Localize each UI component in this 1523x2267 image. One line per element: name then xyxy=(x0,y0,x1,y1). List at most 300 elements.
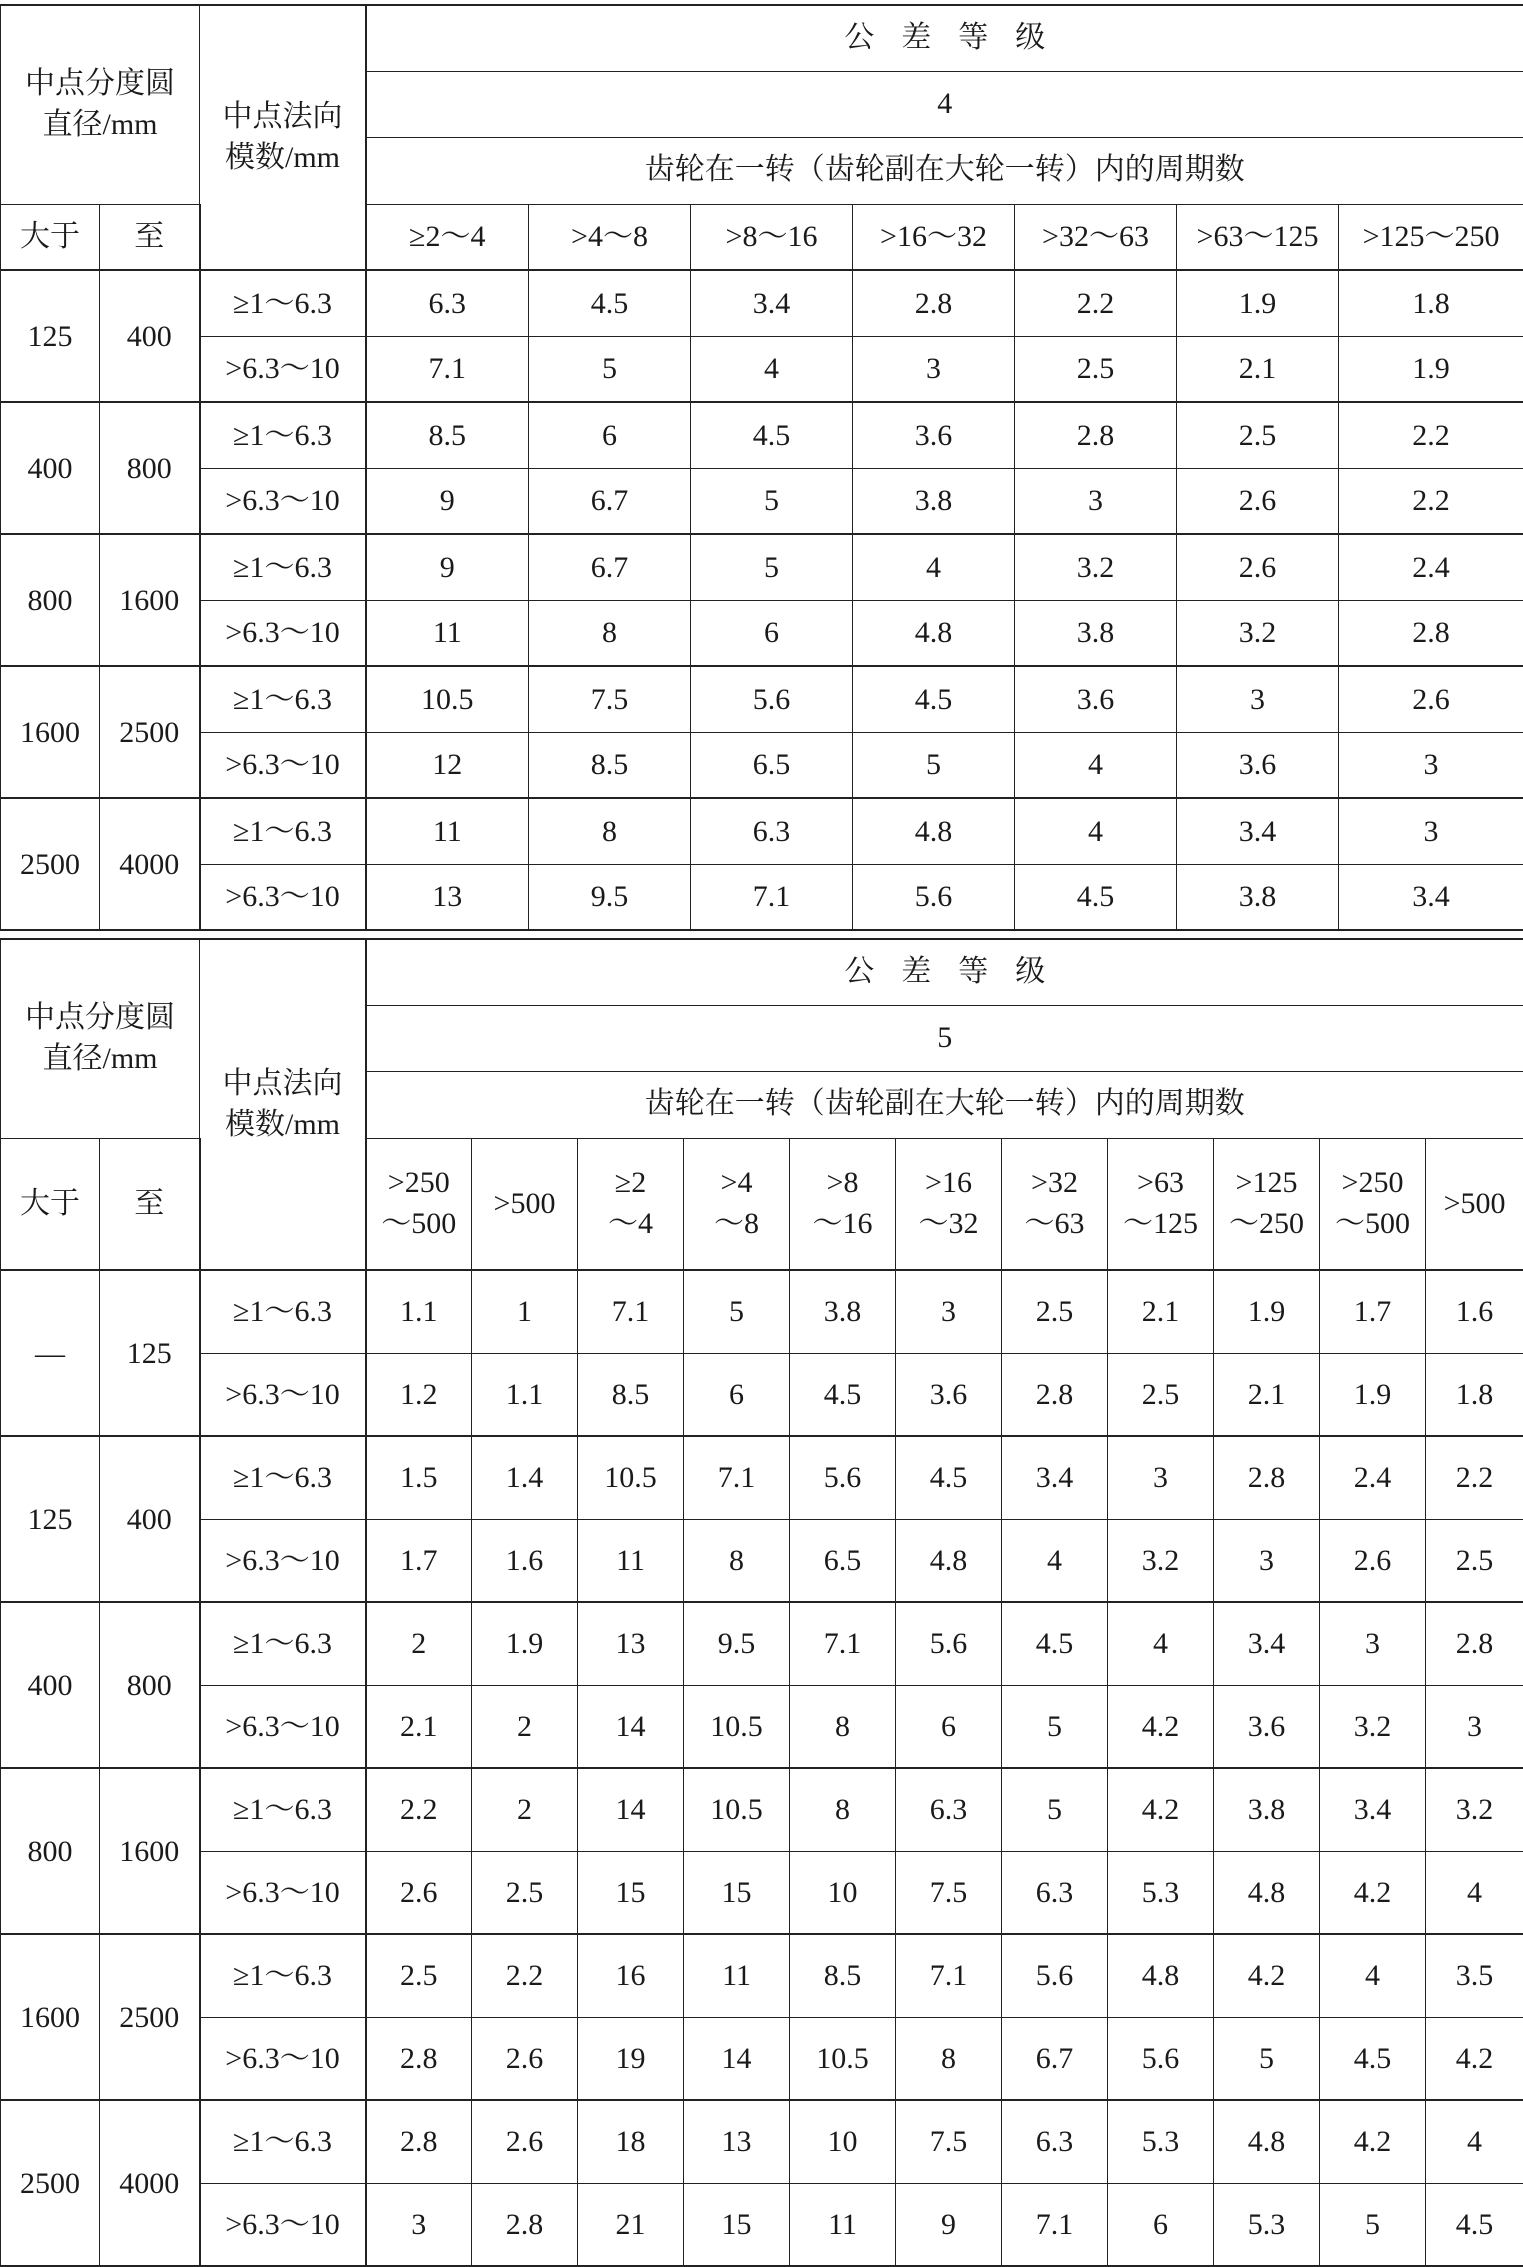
value-cell: 4.8 xyxy=(896,1519,1002,1602)
value-cell: 13 xyxy=(684,2100,790,2183)
table-row xyxy=(1,798,1523,864)
value-cell: 6.3 xyxy=(366,270,529,336)
value-cell: 21 xyxy=(578,2183,684,2266)
value-cell: 4.8 xyxy=(1108,1934,1214,2017)
value-cell: 2.1 xyxy=(1177,336,1339,402)
value-cell: 4.5 xyxy=(691,402,853,468)
value-cell: 2.5 xyxy=(1426,1519,1523,1602)
value-cell: 4 xyxy=(691,336,853,402)
value-cell: 4.5 xyxy=(529,270,691,336)
module-header: 中点法向模数/mm xyxy=(200,939,366,1270)
value-cell: 3.8 xyxy=(1214,1768,1320,1851)
table-row xyxy=(1,864,1523,930)
value-cell: 3 xyxy=(1177,666,1339,732)
value-cell: 13 xyxy=(366,864,529,930)
diameter-to-cell: 4000 xyxy=(100,2100,200,2266)
value-cell: 4 xyxy=(1320,1934,1426,2017)
value-cell: 2.8 xyxy=(1015,402,1177,468)
value-cell: 3.4 xyxy=(691,270,853,336)
value-cell: 4 xyxy=(1015,732,1177,798)
value-cell: 6.7 xyxy=(529,468,691,534)
value-cell: 8 xyxy=(790,1685,896,1768)
to-header: 至 xyxy=(100,204,200,270)
tolerance-grade-header: 公差等级 xyxy=(366,939,1523,1005)
diameter-to-cell: 2500 xyxy=(100,1934,200,2100)
value-cell: 7.1 xyxy=(896,1934,1002,2017)
module-cell: ≥1～6.3 xyxy=(200,798,366,864)
value-cell: 14 xyxy=(578,1685,684,1768)
cycle-range-header: >63 ～125 xyxy=(1108,1138,1214,1270)
value-cell: 5 xyxy=(691,468,853,534)
value-cell: 6.7 xyxy=(529,534,691,600)
value-cell: 5.3 xyxy=(1108,2100,1214,2183)
value-cell: 8 xyxy=(529,798,691,864)
value-cell: 6.3 xyxy=(691,798,853,864)
value-cell: 1.4 xyxy=(472,1436,578,1519)
value-cell: 3.2 xyxy=(1320,1685,1426,1768)
module-cell: >6.3～10 xyxy=(200,864,366,930)
value-cell: 1.9 xyxy=(1177,270,1339,336)
table-row xyxy=(1,1519,1523,1602)
value-cell: 4.5 xyxy=(790,1353,896,1436)
value-cell: 9 xyxy=(366,534,529,600)
value-cell: 9 xyxy=(896,2183,1002,2266)
value-cell: 3 xyxy=(853,336,1015,402)
value-cell: 2.5 xyxy=(1002,1270,1108,1353)
module-cell: >6.3～10 xyxy=(200,1353,366,1436)
value-cell: 1.7 xyxy=(366,1519,472,1602)
diameter-over-cell: 800 xyxy=(1,1768,100,1934)
module-cell: ≥1～6.3 xyxy=(200,666,366,732)
value-cell: 11 xyxy=(790,2183,896,2266)
value-cell: 1.5 xyxy=(366,1436,472,1519)
module-cell: ≥1～6.3 xyxy=(200,1934,366,2017)
value-cell: 4.2 xyxy=(1320,1851,1426,1934)
value-cell: 2.5 xyxy=(472,1851,578,1934)
value-cell: 7.5 xyxy=(529,666,691,732)
value-cell: 1.6 xyxy=(1426,1270,1523,1353)
cycle-range-header: >8～16 xyxy=(691,204,853,270)
table-row xyxy=(1,402,1523,468)
table-row xyxy=(1,600,1523,666)
value-cell: 4.8 xyxy=(853,798,1015,864)
diameter-to-cell: 2500 xyxy=(100,666,200,798)
value-cell: 5.6 xyxy=(853,864,1015,930)
value-cell: 4.5 xyxy=(1015,864,1177,930)
value-cell: 5 xyxy=(1214,2017,1320,2100)
value-cell: 3.6 xyxy=(1015,666,1177,732)
module-cell: >6.3～10 xyxy=(200,1685,366,1768)
value-cell: 7.5 xyxy=(896,2100,1002,2183)
diameter-over-cell: 400 xyxy=(1,1602,100,1768)
value-cell: 3.6 xyxy=(1214,1685,1320,1768)
value-cell: 11 xyxy=(366,798,529,864)
cycle-range-header: >250 ～500 xyxy=(366,1138,472,1270)
value-cell: 6 xyxy=(529,402,691,468)
value-cell: 3.4 xyxy=(1339,864,1523,930)
diameter-over-cell: 2500 xyxy=(1,2100,100,2266)
value-cell: 2.8 xyxy=(853,270,1015,336)
module-cell: ≥1～6.3 xyxy=(200,402,366,468)
value-cell: 2.5 xyxy=(1108,1353,1214,1436)
value-cell: 6.5 xyxy=(691,732,853,798)
value-cell: 6.3 xyxy=(896,1768,1002,1851)
module-cell: ≥1～6.3 xyxy=(200,1768,366,1851)
value-cell: 3.4 xyxy=(1320,1768,1426,1851)
value-cell: 15 xyxy=(684,1851,790,1934)
table-row xyxy=(1,1602,1523,1685)
value-cell: 2.2 xyxy=(1339,402,1523,468)
table-row xyxy=(1,336,1523,402)
module-cell: ≥1～6.3 xyxy=(200,1270,366,1353)
table-row xyxy=(1,666,1523,732)
value-cell: 2.8 xyxy=(366,2017,472,2100)
value-cell: 3.8 xyxy=(853,468,1015,534)
value-cell: 14 xyxy=(684,2017,790,2100)
cycle-range-header: >250 ～500 xyxy=(1320,1138,1426,1270)
diameter-over-cell: — xyxy=(1,1270,100,1436)
module-cell: >6.3～10 xyxy=(200,1519,366,1602)
table-row xyxy=(1,2100,1523,2183)
value-cell: 1.8 xyxy=(1339,270,1523,336)
value-cell: 11 xyxy=(366,600,529,666)
value-cell: 3.4 xyxy=(1214,1602,1320,1685)
value-cell: 4 xyxy=(1108,1602,1214,1685)
value-cell: 5 xyxy=(1002,1685,1108,1768)
value-cell: 5 xyxy=(853,732,1015,798)
value-cell: 10 xyxy=(790,2100,896,2183)
value-cell: 15 xyxy=(684,2183,790,2266)
value-cell: 3.6 xyxy=(896,1353,1002,1436)
value-cell: 2 xyxy=(366,1602,472,1685)
value-cell: 16 xyxy=(578,1934,684,2017)
value-cell: 9.5 xyxy=(529,864,691,930)
table-row xyxy=(1,1353,1523,1436)
value-cell: 9 xyxy=(366,468,529,534)
value-cell: 10.5 xyxy=(684,1768,790,1851)
value-cell: 7.1 xyxy=(684,1436,790,1519)
value-cell: 19 xyxy=(578,2017,684,2100)
value-cell: 2.2 xyxy=(1339,468,1523,534)
value-cell: 4.5 xyxy=(896,1436,1002,1519)
value-cell: 3.2 xyxy=(1108,1519,1214,1602)
value-cell: 10.5 xyxy=(790,2017,896,2100)
value-cell: 2.4 xyxy=(1320,1436,1426,1519)
value-cell: 8 xyxy=(896,2017,1002,2100)
value-cell: 4 xyxy=(1426,2100,1523,2183)
value-cell: 1.7 xyxy=(1320,1270,1426,1353)
value-cell: 1 xyxy=(472,1270,578,1353)
grade-value: 4 xyxy=(366,71,1523,137)
value-cell: 5 xyxy=(691,534,853,600)
table-row xyxy=(1,270,1523,336)
cycle-range-header: >63～125 xyxy=(1177,204,1339,270)
value-cell: 1.6 xyxy=(472,1519,578,1602)
value-cell: 7.1 xyxy=(578,1270,684,1353)
table-row xyxy=(1,1270,1523,1353)
module-cell: ≥1～6.3 xyxy=(200,534,366,600)
cycle-range-header: >500 xyxy=(472,1138,578,1270)
table-row xyxy=(1,2183,1523,2266)
value-cell: 4.2 xyxy=(1214,1934,1320,2017)
value-cell: 2.2 xyxy=(472,1934,578,2017)
value-cell: 2.6 xyxy=(1320,1519,1426,1602)
value-cell: 3 xyxy=(1339,798,1523,864)
value-cell: 6 xyxy=(1108,2183,1214,2266)
value-cell: 2.1 xyxy=(1214,1353,1320,1436)
value-cell: 6.3 xyxy=(1002,2100,1108,2183)
cycle-range-header: >16～32 xyxy=(853,204,1015,270)
value-cell: 2.8 xyxy=(1426,1602,1523,1685)
table-row xyxy=(1,732,1523,798)
module-cell: ≥1～6.3 xyxy=(200,270,366,336)
value-cell: 8 xyxy=(684,1519,790,1602)
table-row xyxy=(1,468,1523,534)
diameter-to-cell: 4000 xyxy=(100,798,200,930)
value-cell: 2.5 xyxy=(1177,402,1339,468)
value-cell: 15 xyxy=(578,1851,684,1934)
value-cell: 1.9 xyxy=(1214,1270,1320,1353)
value-cell: 2.6 xyxy=(472,2017,578,2100)
tolerance-table-grade-5 xyxy=(0,938,1523,2267)
value-cell: 6.3 xyxy=(1002,1851,1108,1934)
value-cell: 4 xyxy=(1426,1851,1523,1934)
value-cell: 3 xyxy=(366,2183,472,2266)
value-cell: 3.2 xyxy=(1426,1768,1523,1851)
value-cell: 4.8 xyxy=(1214,2100,1320,2183)
value-cell: 3.2 xyxy=(1177,600,1339,666)
value-cell: 10 xyxy=(790,1851,896,1934)
module-cell: >6.3～10 xyxy=(200,600,366,666)
value-cell: 2.8 xyxy=(1214,1436,1320,1519)
value-cell: 2 xyxy=(472,1685,578,1768)
module-cell: ≥1～6.3 xyxy=(200,1436,366,1519)
table-row xyxy=(1,1685,1523,1768)
value-cell: 2.2 xyxy=(1426,1436,1523,1519)
value-cell: 2.6 xyxy=(1177,468,1339,534)
value-cell: 5 xyxy=(684,1270,790,1353)
diameter-over-cell: 1600 xyxy=(1,1934,100,2100)
value-cell: 2.8 xyxy=(1339,600,1523,666)
value-cell: 3.4 xyxy=(1177,798,1339,864)
value-cell: 4.2 xyxy=(1426,2017,1523,2100)
value-cell: 4.2 xyxy=(1108,1685,1214,1768)
value-cell: 13 xyxy=(578,1602,684,1685)
cycles-header: 齿轮在一转（齿轮副在大轮一转）内的周期数 xyxy=(366,137,1523,204)
over-header: 大于 xyxy=(1,204,100,270)
value-cell: 4.2 xyxy=(1108,1768,1214,1851)
to-header: 至 xyxy=(100,1138,200,1270)
table-row xyxy=(1,1934,1523,2017)
diameter-over-cell: 1600 xyxy=(1,666,100,798)
diameter-to-cell: 800 xyxy=(100,1602,200,1768)
value-cell: 9.5 xyxy=(684,1602,790,1685)
table-row xyxy=(1,1436,1523,1519)
value-cell: 3 xyxy=(1339,732,1523,798)
table-row xyxy=(1,534,1523,600)
value-cell: 1.2 xyxy=(366,1353,472,1436)
cycle-range-header: >125～250 xyxy=(1339,204,1523,270)
value-cell: 5 xyxy=(1002,1768,1108,1851)
value-cell: 3.2 xyxy=(1015,534,1177,600)
value-cell: 6.5 xyxy=(790,1519,896,1602)
value-cell: 1.1 xyxy=(366,1270,472,1353)
value-cell: 2.5 xyxy=(1015,336,1177,402)
value-cell: 2.2 xyxy=(1015,270,1177,336)
over-header: 大于 xyxy=(1,1138,100,1270)
value-cell: 7.1 xyxy=(1002,2183,1108,2266)
value-cell: 8 xyxy=(790,1768,896,1851)
value-cell: 6 xyxy=(684,1353,790,1436)
value-cell: 3.8 xyxy=(1177,864,1339,930)
value-cell: 3.4 xyxy=(1002,1436,1108,1519)
value-cell: 3.8 xyxy=(1015,600,1177,666)
value-cell: 1.9 xyxy=(1339,336,1523,402)
value-cell: 4.8 xyxy=(853,600,1015,666)
diameter-to-cell: 1600 xyxy=(100,534,200,666)
module-cell: >6.3～10 xyxy=(200,2017,366,2100)
value-cell: 5.6 xyxy=(790,1436,896,1519)
value-cell: 4.5 xyxy=(1426,2183,1523,2266)
value-cell: 3 xyxy=(1108,1436,1214,1519)
value-cell: 4.5 xyxy=(853,666,1015,732)
value-cell: 1.9 xyxy=(1320,1353,1426,1436)
cycle-range-header: >32 ～63 xyxy=(1002,1138,1108,1270)
value-cell: 8.5 xyxy=(366,402,529,468)
value-cell: 10.5 xyxy=(366,666,529,732)
value-cell: 6.7 xyxy=(1002,2017,1108,2100)
diameter-to-cell: 400 xyxy=(100,1436,200,1602)
value-cell: 8.5 xyxy=(529,732,691,798)
grade-value: 5 xyxy=(366,1005,1523,1071)
diameter-over-cell: 2500 xyxy=(1,798,100,930)
diameter-to-cell: 400 xyxy=(100,270,200,402)
value-cell: 4 xyxy=(1002,1519,1108,1602)
value-cell: 3 xyxy=(1214,1519,1320,1602)
value-cell: 1.1 xyxy=(472,1353,578,1436)
value-cell: 4.2 xyxy=(1320,2100,1426,2183)
value-cell: 3 xyxy=(1320,1602,1426,1685)
diameter-to-cell: 800 xyxy=(100,402,200,534)
value-cell: 4.5 xyxy=(1002,1602,1108,1685)
value-cell: 6 xyxy=(691,600,853,666)
value-cell: 2.4 xyxy=(1339,534,1523,600)
value-cell: 4.5 xyxy=(1320,2017,1426,2100)
value-cell: 6 xyxy=(896,1685,1002,1768)
value-cell: 18 xyxy=(578,2100,684,2183)
value-cell: 3 xyxy=(1015,468,1177,534)
value-cell: 3 xyxy=(896,1270,1002,1353)
cycle-range-header: >16 ～32 xyxy=(896,1138,1002,1270)
module-cell: >6.3～10 xyxy=(200,336,366,402)
cycle-range-header: ≥2 ～4 xyxy=(578,1138,684,1270)
module-cell: ≥1～6.3 xyxy=(200,1602,366,1685)
value-cell: 4.8 xyxy=(1214,1851,1320,1934)
value-cell: 1.8 xyxy=(1426,1353,1523,1436)
value-cell: 12 xyxy=(366,732,529,798)
diameter-over-cell: 125 xyxy=(1,270,100,402)
value-cell: 14 xyxy=(578,1768,684,1851)
value-cell: 5 xyxy=(1320,2183,1426,2266)
value-cell: 2 xyxy=(472,1768,578,1851)
value-cell: 1.9 xyxy=(472,1602,578,1685)
value-cell: 3.6 xyxy=(853,402,1015,468)
cycle-range-header: >4 ～8 xyxy=(684,1138,790,1270)
cycle-range-header: >8 ～16 xyxy=(790,1138,896,1270)
diameter-header: 中点分度圆直径/mm xyxy=(1,5,200,204)
value-cell: 3.6 xyxy=(1177,732,1339,798)
value-cell: 2.6 xyxy=(1339,666,1523,732)
diameter-over-cell: 125 xyxy=(1,1436,100,1602)
value-cell: 5.3 xyxy=(1214,2183,1320,2266)
value-cell: 5.6 xyxy=(896,1602,1002,1685)
value-cell: 5.6 xyxy=(691,666,853,732)
table-row xyxy=(1,2017,1523,2100)
value-cell: 2.6 xyxy=(1177,534,1339,600)
value-cell: 3 xyxy=(1426,1685,1523,1768)
diameter-to-cell: 1600 xyxy=(100,1768,200,1934)
table-row xyxy=(1,1768,1523,1851)
value-cell: 10.5 xyxy=(684,1685,790,1768)
diameter-to-cell: 125 xyxy=(100,1270,200,1436)
diameter-header: 中点分度圆直径/mm xyxy=(1,939,200,1138)
value-cell: 3.5 xyxy=(1426,1934,1523,2017)
module-cell: >6.3～10 xyxy=(200,2183,366,2266)
module-cell: >6.3～10 xyxy=(200,732,366,798)
value-cell: 11 xyxy=(578,1519,684,1602)
table-row xyxy=(1,1851,1523,1934)
value-cell: 4 xyxy=(1015,798,1177,864)
value-cell: 3.8 xyxy=(790,1270,896,1353)
cycles-header: 齿轮在一转（齿轮副在大轮一转）内的周期数 xyxy=(366,1071,1523,1138)
value-cell: 2.8 xyxy=(472,2183,578,2266)
value-cell: 7.1 xyxy=(790,1602,896,1685)
diameter-over-cell: 800 xyxy=(1,534,100,666)
cycle-range-header: >32～63 xyxy=(1015,204,1177,270)
value-cell: 7.1 xyxy=(691,864,853,930)
value-cell: 7.1 xyxy=(366,336,529,402)
value-cell: 7.5 xyxy=(896,1851,1002,1934)
value-cell: 11 xyxy=(684,1934,790,2017)
value-cell: 2.6 xyxy=(472,2100,578,2183)
cycle-range-header: >125 ～250 xyxy=(1214,1138,1320,1270)
cycle-range-header: >500 xyxy=(1426,1138,1523,1270)
diameter-over-cell: 400 xyxy=(1,402,100,534)
cycle-range-header: >4～8 xyxy=(529,204,691,270)
value-cell: 2.8 xyxy=(1002,1353,1108,1436)
cycle-range-header: ≥2～4 xyxy=(366,204,529,270)
value-cell: 2.1 xyxy=(1108,1270,1214,1353)
module-cell: >6.3～10 xyxy=(200,1851,366,1934)
value-cell: 5.6 xyxy=(1002,1934,1108,2017)
tolerance-grade-header: 公差等级 xyxy=(366,5,1523,71)
module-header: 中点法向模数/mm xyxy=(200,5,366,270)
value-cell: 2.1 xyxy=(366,1685,472,1768)
value-cell: 2.6 xyxy=(366,1851,472,1934)
value-cell: 8.5 xyxy=(578,1353,684,1436)
value-cell: 2.2 xyxy=(366,1768,472,1851)
value-cell: 10.5 xyxy=(578,1436,684,1519)
value-cell: 5.6 xyxy=(1108,2017,1214,2100)
module-cell: ≥1～6.3 xyxy=(200,2100,366,2183)
value-cell: 8 xyxy=(529,600,691,666)
value-cell: 8.5 xyxy=(790,1934,896,2017)
value-cell: 4 xyxy=(853,534,1015,600)
tolerance-table-grade-4 xyxy=(0,4,1523,931)
module-cell: >6.3～10 xyxy=(200,468,366,534)
value-cell: 5 xyxy=(529,336,691,402)
value-cell: 2.5 xyxy=(366,1934,472,2017)
